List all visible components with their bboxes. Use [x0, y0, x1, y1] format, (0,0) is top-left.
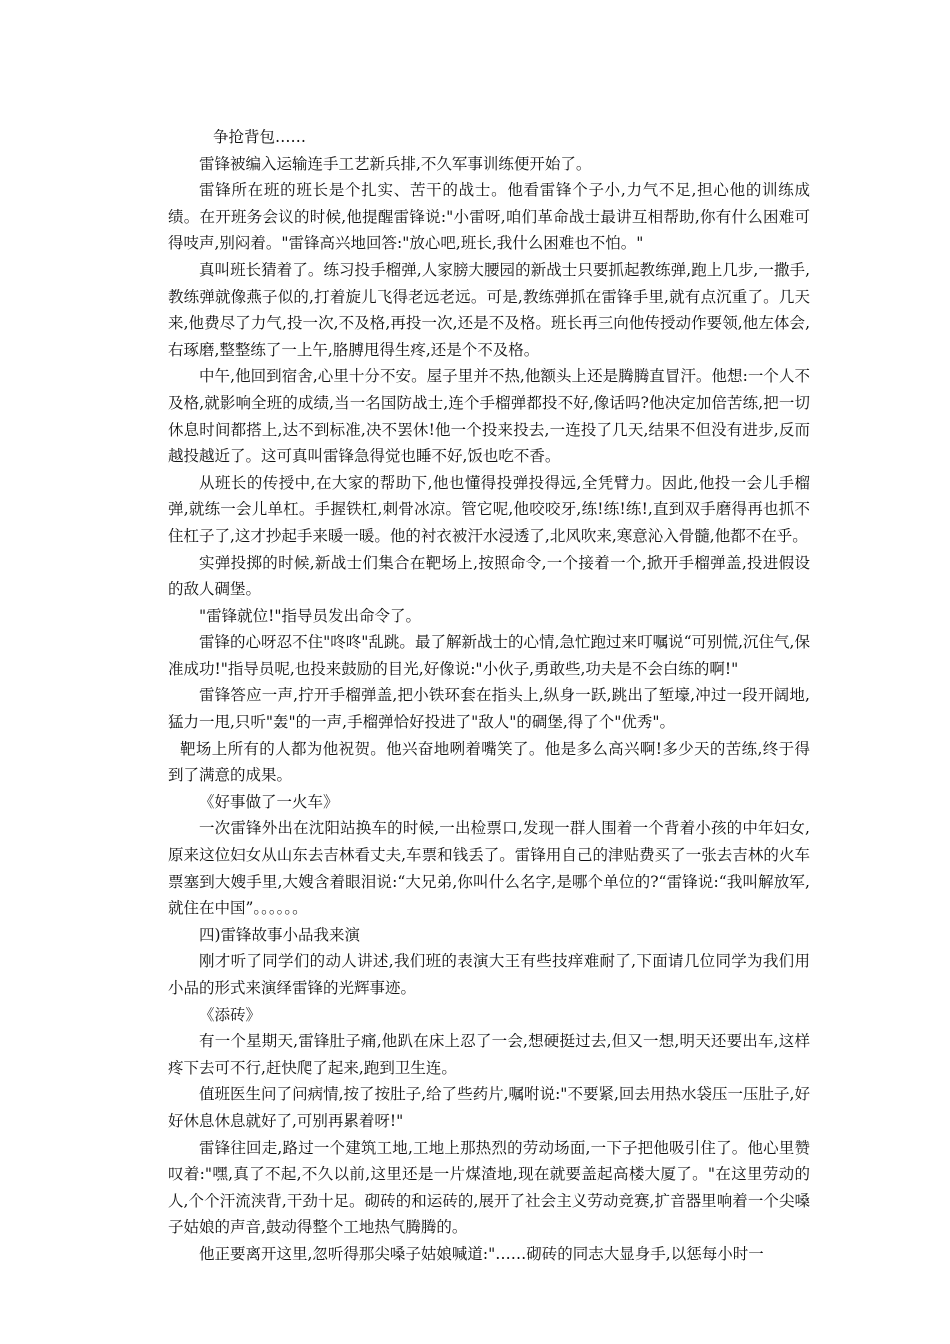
paragraph: 有一个星期天,雷锋肚子痛,他趴在床上忍了一会,想硬挺过去,但又一想,明天还要出车,这样疼下去可不行,赶快爬了起来,跑到卫生连。 [168, 1032, 810, 1077]
paragraph: 雷锋所在班的班长是个扎实、苦干的战士。他看雷锋个子小,力气不足,担心他的训练成绩。在开班务会议的时候,他提醒雷锋说:"小雷呀,咱们革命战士最讲互相帮助,你有什么困难可得吱声,别闷着。"雷锋高兴地回答:"放心吧,班长,我什么困难也不怕。" [168, 181, 810, 253]
story-title: 《添砖》 [199, 1005, 262, 1024]
paragraph: 雷锋被编入运输连手工艺新兵排,不久军事训练便开始了。 [199, 154, 592, 173]
paragraph: 刚才听了同学们的动人讲述,我们班的表演大王有些技痒难耐了,下面请几位同学为我们用小品的形式来演绎雷锋的光辉事迹。 [168, 952, 810, 997]
paragraph: "雷锋就位!"指导员发出命令了。 [199, 606, 421, 625]
document-body [168, 124, 810, 1268]
paragraph: 一次雷锋外出在沈阳站换车的时候,一出检票口,发现一群人围着一个背着小孩的中年妇女,原来这位妇女从山东去吉林看丈夫,车票和钱丢了。雷锋用自己的津贴费买了一张去吉林的火车票塞到大嫂手里,大嫂含着眼泪说:“大兄弟,你叫什么名字,是哪个单位的?“雷锋说:“我叫解放军,就住在中国”。。。。。。 [168, 819, 810, 918]
paragraph: 争抢背包…… [213, 128, 307, 146]
section-heading: 四)雷锋故事小品我来演 [199, 925, 361, 944]
paragraph: 靶场上所有的人都为他祝贺。他兴奋地咧着嘴笑了。他是多么高兴啊!多少天的苦练,终于得到了满意的成果。 [168, 739, 810, 785]
paragraph: 实弹投掷的时候,新战士们集合在靶场上,按照命令,一个接着一个,掀开手榴弹盖,投进假设的敌人碉堡。 [168, 553, 810, 599]
paragraph: 他正要离开这里,忽听得那尖嗓子姑娘喊道:"……砌砖的同志大显身手,以惩每小时一 [199, 1244, 764, 1263]
paragraph: 雷锋往回走,路过一个建筑工地,工地上那热烈的劳动场面,一下子把他吸引住了。他心里赞叹着:"嘿,真了不起,不久以前,这里还是一片煤渣地,现在就要盖起高楼大厦了。"在这里劳动的人,个个汗流浃背,干劲十足。砌砖的和运砖的,展开了社会主义劳动竞赛,扩音器里响着一个尖嗓子姑娘的声音,鼓动得整个工地热气腾腾的。 [168, 1138, 810, 1237]
paragraph: 中午,他回到宿舍,心里十分不安。屋子里并不热,他额头上还是腾腾直冒汗。他想:一个人不及格,就影响全班的成绩,当一名国防战士,连个手榴弹都投不好,像话吗?他决定加倍苦练,把一切休息时间都搭上,达不到标准,决不罢休!他一个投来投去,一连投了几天,结果不但没有进步,反而越投越近了。这可真叫雷锋急得觉也睡不好,饭也吃不香。 [168, 367, 810, 466]
paragraph: 雷锋答应一声,拧开手榴弹盖,把小铁环套在指头上,纵身一跃,跳出了堑壕,冲过一段开阔地,猛力一甩,只听"轰"的一声,手榴弹恰好投进了"敌人"的碉堡,得了个"优秀"。 [168, 686, 810, 732]
paragraph: 雷锋的心呀忍不住"咚咚"乱跳。最了解新战士的心情,急忙跑过来叮嘱说“可别慌,沉住气,保准成功!"指导员呢,也投来鼓励的目光,好像说:"小伙子,勇敢些,功夫是不会白练的啊!" [168, 633, 810, 678]
paragraph: 真叫班长猜着了。练习投手榴弹,人家膀大腰园的新战士只要抓起教练弹,跑上几步,一撒手,教练弹就像燕子似的,打着旋儿飞得老远老远。可是,教练弹抓在雷锋手里,就有点沉重了。几天来,他费尽了力气,投一次,不及格,再投一次,还是不及格。班长再三向他传授动作要领,他左体会,右琢磨,整整练了一上午,胳膊甩得生疼,还是个不及格。 [168, 260, 810, 359]
story-title: 《好事做了一火车》 [199, 792, 339, 811]
paragraph: 值班医生问了问病情,按了按肚子,给了些药片,嘱咐说:"不要紧,回去用热水袋压一压肚子,好好休息休息就好了,可别再累着呀!" [168, 1085, 810, 1130]
paragraph: 从班长的传授中,在大家的帮助下,他也懂得投弹投得远,全凭臂力。因此,他投一会儿手榴弹,就练一会儿单杠。手握铁杠,刺骨冰凉。管它呢,他咬咬牙,练!练!练!,直到双手磨得再也抓不住杠子了,这才抄起手来暖一暖。他的衬衣被汗水浸透了,北风吹来,寒意沁入骨髓,他都不在乎。 [168, 473, 810, 545]
